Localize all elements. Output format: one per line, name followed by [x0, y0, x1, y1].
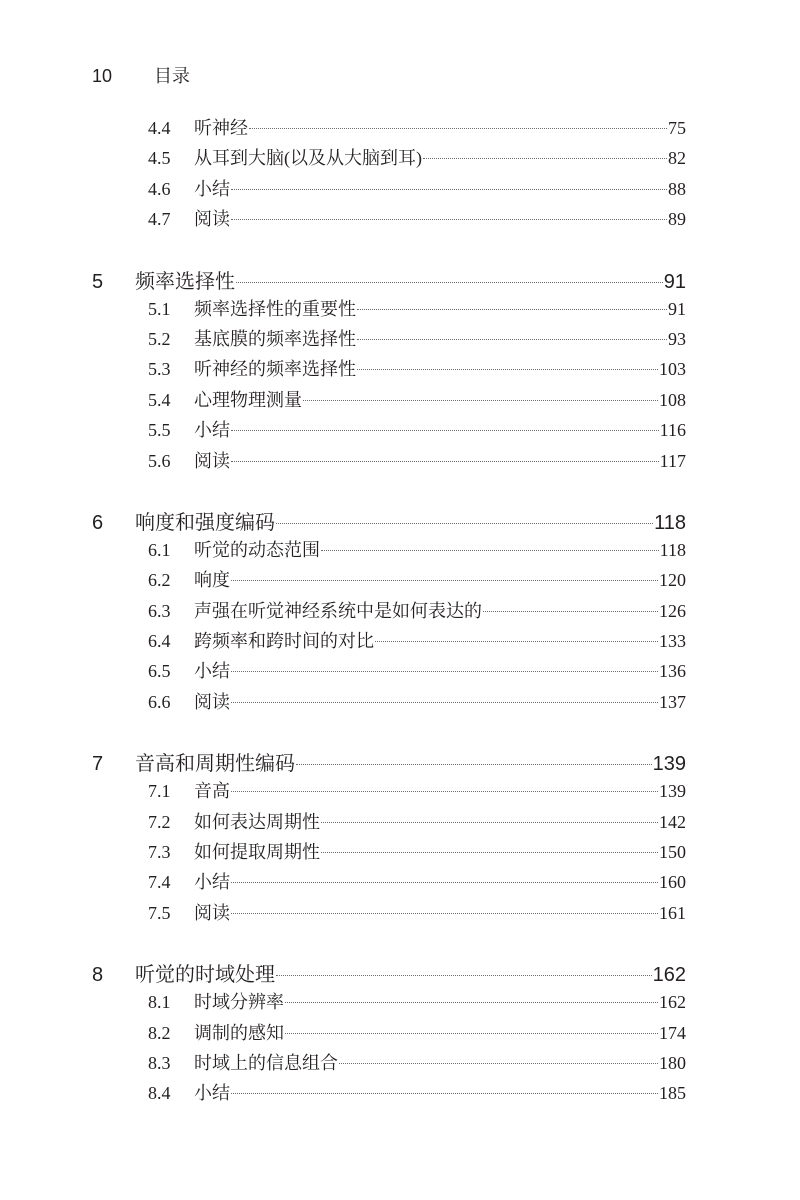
toc-entry-title: 阅读 — [194, 902, 230, 923]
toc-entry-title: 响度 — [194, 570, 230, 591]
toc-entry-title: 小结 — [194, 661, 230, 682]
toc-entry-title: 阅读 — [194, 209, 230, 230]
dot-leader — [321, 550, 659, 551]
toc-entry-number: 6.6 — [148, 691, 171, 712]
dot-leader — [236, 282, 663, 283]
toc-entry-page: 116 — [659, 420, 686, 441]
toc-entry-page: 161 — [659, 902, 686, 923]
header-page-number: 10 — [92, 66, 113, 86]
toc-chapter-entry[interactable] — [92, 506, 686, 536]
dot-leader — [321, 852, 658, 853]
table-of-contents — [92, 114, 686, 1110]
toc-entry-title: 基底膜的频率选择性 — [194, 328, 356, 349]
dot-leader — [276, 523, 653, 524]
dot-leader — [357, 369, 658, 370]
toc-section-entry[interactable] — [92, 566, 686, 596]
toc-entry-number: 4.4 — [148, 118, 171, 138]
toc-section-entry[interactable] — [92, 114, 686, 144]
toc-entry-number: 4.7 — [148, 209, 171, 230]
toc-entry-page: 126 — [659, 600, 686, 621]
dot-leader — [231, 671, 658, 672]
dot-leader — [357, 339, 667, 340]
toc-entry-title: 音高和周期性编码 — [135, 753, 295, 776]
toc-entry-title: 听觉的时域处理 — [135, 964, 275, 987]
toc-entry-page: 142 — [659, 811, 686, 832]
toc-entry-page: 88 — [668, 178, 686, 199]
toc-entry-title: 音高 — [194, 781, 230, 802]
toc-section-entry[interactable] — [92, 597, 686, 627]
toc-entry-title: 如何提取周期性 — [194, 842, 320, 863]
dot-leader — [339, 1063, 658, 1064]
dot-leader — [276, 975, 652, 976]
toc-entry-title: 调制的感知 — [194, 1022, 284, 1043]
toc-section-entry[interactable] — [92, 1019, 686, 1049]
toc-section-entry[interactable] — [92, 657, 686, 687]
toc-entry-number: 5.4 — [148, 389, 171, 410]
toc-entry-page: 174 — [659, 1022, 686, 1043]
toc-entry-page: 136 — [659, 661, 686, 682]
header-title: 目录 — [154, 66, 190, 86]
dot-leader — [249, 128, 667, 129]
running-header — [92, 62, 190, 88]
toc-entry-number: 5.2 — [148, 328, 171, 349]
dot-leader — [231, 702, 658, 703]
dot-leader — [231, 461, 659, 462]
toc-section-entry[interactable] — [92, 144, 686, 174]
toc-chapter-entry[interactable] — [92, 747, 686, 777]
toc-section-entry[interactable] — [92, 416, 686, 446]
toc-entry-page: 160 — [659, 872, 686, 893]
dot-leader — [231, 189, 667, 190]
toc-entry-title: 阅读 — [194, 691, 230, 712]
dot-leader — [423, 158, 667, 159]
toc-section-entry[interactable] — [92, 1079, 686, 1109]
toc-entry-page: 118 — [654, 511, 686, 534]
toc-entry-page: 120 — [659, 570, 686, 591]
toc-chapter-entry[interactable] — [92, 958, 686, 988]
dot-leader — [231, 913, 658, 914]
toc-entry-title: 听神经 — [194, 118, 248, 138]
toc-entry-number: 8.3 — [148, 1052, 171, 1073]
toc-entry-number: 5.1 — [148, 298, 171, 319]
toc-entry-number: 5.3 — [148, 359, 171, 380]
toc-entry-page: 82 — [668, 148, 686, 169]
toc-entry-number: 7.4 — [148, 872, 171, 893]
toc-section-entry[interactable] — [92, 777, 686, 807]
toc-section-entry[interactable] — [92, 447, 686, 477]
toc-entry-number: 7.1 — [148, 781, 171, 802]
toc-entry-title: 响度和强度编码 — [135, 511, 275, 534]
toc-section-entry[interactable] — [92, 536, 686, 566]
toc-entry-title: 小结 — [194, 1083, 230, 1104]
toc-entry-page: 133 — [659, 631, 686, 652]
toc-section-entry[interactable] — [92, 988, 686, 1018]
toc-section-entry[interactable] — [92, 899, 686, 929]
toc-entry-title: 时域分辨率 — [194, 992, 284, 1013]
toc-entry-title: 声强在听觉神经系统中是如何表达的 — [194, 600, 482, 621]
toc-entry-number: 6.2 — [148, 570, 171, 591]
dot-leader — [285, 1033, 658, 1034]
toc-section-entry[interactable] — [92, 295, 686, 325]
toc-entry-page: 162 — [659, 992, 686, 1013]
toc-entry-title: 小结 — [194, 420, 230, 441]
toc-entry-number: 6.3 — [148, 600, 171, 621]
toc-section-entry[interactable] — [92, 355, 686, 385]
toc-entry-title: 从耳到大脑(以及从大脑到耳) — [194, 148, 422, 169]
toc-entry-number: 5 — [92, 270, 104, 293]
dot-leader — [231, 791, 658, 792]
dot-leader — [483, 611, 658, 612]
dot-leader — [285, 1002, 658, 1003]
toc-entry-page: 150 — [659, 842, 686, 863]
toc-section-entry[interactable] — [92, 838, 686, 868]
toc-entry-number: 7 — [92, 753, 104, 776]
toc-entry-number: 6.1 — [148, 539, 171, 560]
toc-entry-number: 7.5 — [148, 902, 171, 923]
toc-entry-page: 108 — [659, 389, 686, 410]
toc-entry-page: 75 — [668, 118, 686, 138]
dot-leader — [375, 641, 658, 642]
toc-entry-title: 心理物理测量 — [194, 389, 302, 410]
dot-leader — [231, 882, 658, 883]
toc-entry-title: 听神经的频率选择性 — [194, 359, 356, 380]
toc-entry-number: 8.4 — [148, 1083, 171, 1104]
dot-leader — [296, 764, 652, 765]
toc-entry-page: 118 — [659, 539, 686, 560]
dot-leader — [321, 822, 658, 823]
toc-entry-title: 如何表达周期性 — [194, 811, 320, 832]
toc-entry-number: 8.2 — [148, 1022, 171, 1043]
toc-entry-page: 91 — [663, 270, 686, 293]
toc-section-entry[interactable] — [92, 868, 686, 898]
toc-entry-number: 5.6 — [148, 450, 171, 471]
dot-leader — [231, 219, 667, 220]
toc-entry-page: 139 — [652, 753, 686, 776]
dot-leader — [231, 430, 659, 431]
toc-entry-page: 139 — [659, 781, 686, 802]
toc-entry-page: 93 — [668, 328, 686, 349]
toc-entry-number: 7.3 — [148, 842, 171, 863]
toc-entry-title: 小结 — [194, 872, 230, 893]
toc-entry-page: 89 — [668, 209, 686, 230]
toc-entry-page: 91 — [668, 298, 686, 319]
toc-chapter-entry[interactable] — [92, 265, 686, 295]
toc-entry-number: 6.4 — [148, 631, 171, 652]
toc-entry-page: 162 — [652, 964, 686, 987]
toc-entry-page: 117 — [659, 450, 686, 471]
toc-section-entry[interactable] — [92, 386, 686, 416]
toc-section-entry[interactable] — [92, 205, 686, 235]
toc-section-entry[interactable] — [92, 627, 686, 657]
toc-entry-page: 180 — [659, 1052, 686, 1073]
toc-entry-title: 听觉的动态范围 — [194, 539, 320, 560]
toc-section-entry[interactable] — [92, 1049, 686, 1079]
toc-entry-number: 5.5 — [148, 420, 171, 441]
dot-leader — [303, 400, 658, 401]
dot-leader — [357, 309, 667, 310]
toc-entry-number: 7.2 — [148, 811, 171, 832]
toc-entry-title: 频率选择性的重要性 — [194, 298, 356, 319]
toc-section-entry[interactable] — [92, 808, 686, 838]
toc-section-entry[interactable] — [92, 175, 686, 205]
toc-entry-number: 8.1 — [148, 992, 171, 1013]
toc-entry-number: 4.5 — [148, 148, 171, 169]
toc-entry-title: 阅读 — [194, 450, 230, 471]
toc-entry-number: 6.5 — [148, 661, 171, 682]
toc-entry-number: 4.6 — [148, 178, 171, 199]
toc-section-entry[interactable] — [92, 688, 686, 718]
toc-entry-page: 185 — [659, 1083, 686, 1104]
toc-section-entry[interactable] — [92, 325, 686, 355]
toc-entry-page: 137 — [659, 691, 686, 712]
toc-entry-number: 6 — [92, 511, 104, 534]
toc-entry-page: 103 — [659, 359, 686, 380]
toc-entry-number: 8 — [92, 964, 104, 987]
toc-entry-title: 时域上的信息组合 — [194, 1052, 338, 1073]
toc-entry-title: 跨频率和跨时间的对比 — [194, 631, 374, 652]
toc-entry-title: 小结 — [194, 178, 230, 199]
dot-leader — [231, 580, 658, 581]
dot-leader — [231, 1093, 658, 1094]
toc-entry-title: 频率选择性 — [135, 270, 235, 293]
